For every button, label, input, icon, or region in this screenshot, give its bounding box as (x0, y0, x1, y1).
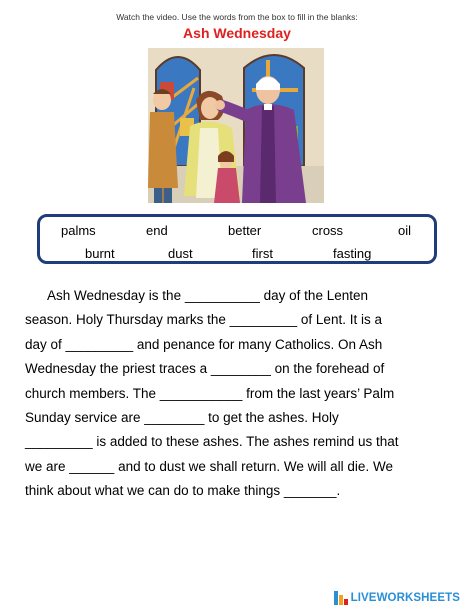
word-bank-item-first: first (252, 246, 273, 261)
fill-in-blanks-passage (25, 284, 450, 504)
word-bank-item-dust: dust (168, 246, 193, 261)
word-bank-item-oil: oil (398, 223, 412, 238)
worksheet-title: Ash Wednesday (183, 25, 291, 41)
liveworksheets-watermark (334, 591, 460, 605)
instruction-text: Watch the video. Use the words from the box to fill in the blanks: (116, 12, 358, 22)
passage-line: day of _________ and penance for many Catholics. On Ash (25, 336, 383, 352)
passage-line: Sunday service are ________ to get the ashes. Holy (25, 410, 339, 426)
liveworksheets-logo-icon (334, 591, 348, 605)
passage-line: _________ is added to these ashes. The ashes remind us that (25, 434, 399, 450)
watermark-text: LIVEWORKSHEETS (350, 592, 460, 604)
passage-line: Ash Wednesday is the __________ day of the Lenten (47, 288, 368, 303)
word-bank-item-better: better (228, 223, 262, 238)
priest-marking-forehead-illustration (148, 48, 324, 203)
word-bank-item-palms: palms (61, 223, 96, 238)
passage-line: season. Holy Thursday marks the _________ of Lent. It is a (25, 312, 382, 328)
passage-line: church members. The ___________ from the last years’ Palm (25, 385, 395, 401)
word-bank-item-burnt: burnt (85, 246, 115, 261)
passage-line: think about what we can do to make things _______. (25, 483, 341, 499)
passage-line: Wednesday the priest traces a ________ on the forehead of (25, 361, 385, 377)
word-bank-item-fasting: fasting (333, 246, 372, 261)
word-bank-item-end: end (146, 223, 168, 238)
word-bank-item-cross: cross (312, 223, 344, 238)
word-bank (37, 214, 437, 264)
passage-line: we are ______ and to dust we shall return. We will all die. We (25, 458, 393, 474)
